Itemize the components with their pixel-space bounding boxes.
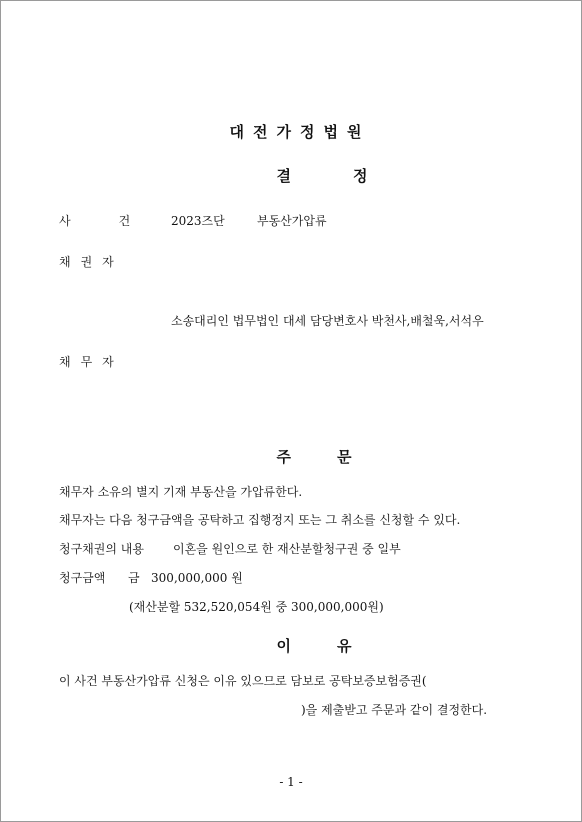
- order-line-2: 채무자는 다음 청구금액을 공탁하고 집행정지 또는 그 취소를 신청할 수 있다.: [59, 513, 461, 527]
- court-name: 대전가정법원: [229, 123, 371, 141]
- case-name: 부동산가압류: [257, 214, 327, 228]
- order-heading: 주문: [276, 448, 398, 466]
- reason-line-2: )을 제출받고 주문과 같이 결정한다.: [301, 703, 488, 717]
- case-number: 2023즈단: [171, 214, 225, 228]
- claim-amount-note: (재산분할 532,520,054원 중 300,000,000원): [129, 600, 384, 614]
- creditor-label: 채권자: [59, 255, 124, 269]
- claim-content-label: 청구채권의 내용: [59, 542, 144, 556]
- document-type-title: 결정: [276, 167, 430, 185]
- claim-amount-label: 청구금액: [59, 571, 106, 585]
- attorney-line: 소송대리인 법무법인 대세 담당변호사 박천사,배철욱,서석우: [171, 314, 484, 328]
- claim-content-value: 이혼을 원인으로 한 재산분할청구권 중 일부: [173, 542, 401, 556]
- reason-line-1: 이 사건 부동산가압류 신청은 이유 있으므로 담보로 공탁보증보험증권(: [59, 674, 427, 688]
- reason-heading: 이유: [276, 637, 398, 655]
- page-number: - 1 -: [279, 775, 303, 789]
- order-line-1: 채무자 소유의 별지 기재 부동산을 가압류한다.: [59, 485, 303, 499]
- debtor-label: 채무자: [59, 355, 124, 369]
- claim-amount-value: 금 300,000,000 원: [128, 571, 243, 585]
- case-label: 사건: [59, 214, 179, 228]
